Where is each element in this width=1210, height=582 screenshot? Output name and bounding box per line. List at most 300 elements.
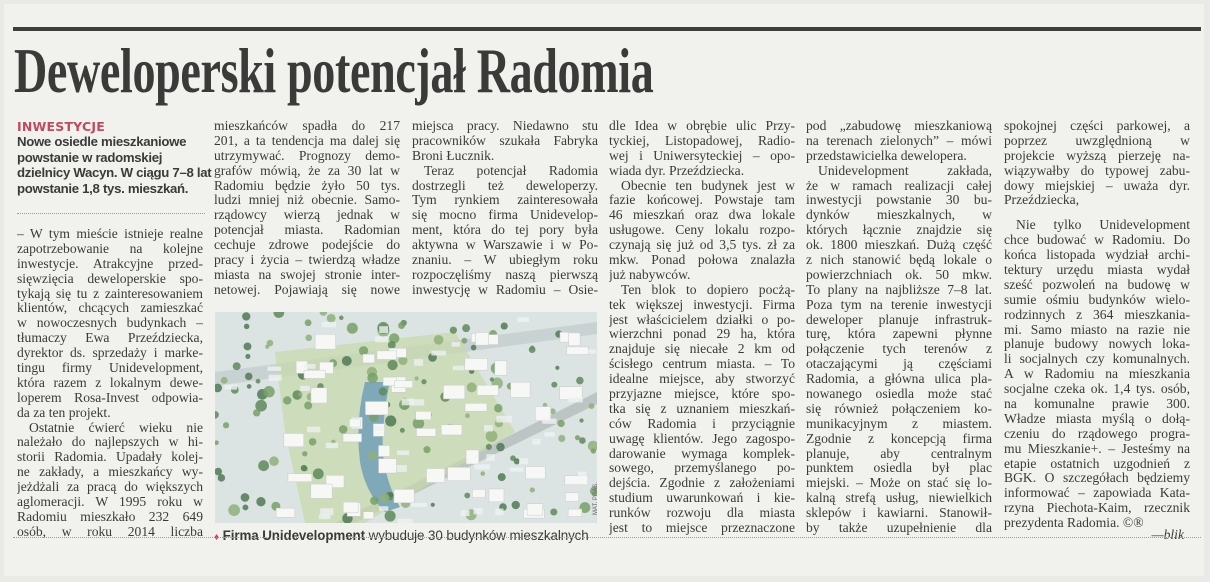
text-line: rodzinnych z 364 mieszkania-: [1004, 307, 1190, 322]
tree-shape: [467, 382, 477, 392]
text-line: tektury urzędu miasta wydał: [1004, 263, 1190, 278]
building-shape: [569, 333, 580, 346]
house-shape: [305, 364, 316, 369]
text-line: powierzchniach ok. 50 mkw.: [806, 267, 992, 282]
building-shape: [311, 484, 332, 498]
text-line: etapie ostatnich uzgodnień z: [1004, 456, 1190, 471]
text-line: munikacyjnym z miastem.: [806, 416, 992, 431]
text-line: Teraz potencjał Radomia: [424, 163, 598, 178]
house-shape: [411, 503, 427, 507]
top-rule: [13, 27, 1201, 31]
text-line: Nie tylko Unidevelopment: [1016, 218, 1190, 233]
text-line: mu Mieszkanie+. – Jesteśmy na: [1004, 441, 1190, 456]
author-signature: —blik: [1151, 527, 1184, 542]
text-line: planuje, aby centralnym: [806, 446, 992, 461]
tree-shape: [342, 356, 352, 366]
house-shape: [300, 386, 310, 391]
text-line: pracowników szukała Fabryka: [412, 133, 598, 148]
tree-shape: [589, 403, 595, 409]
tree-shape: [557, 420, 564, 427]
building-shape: [526, 466, 546, 478]
text-line: miejski. – Może on stać się lo-: [806, 476, 992, 491]
tree-shape: [501, 322, 508, 329]
house-shape: [568, 397, 583, 402]
tree-shape: [233, 362, 241, 370]
building-shape: [394, 381, 412, 388]
article-column-2: [214, 119, 400, 298]
tree-shape: [496, 443, 504, 451]
text-line: cechuje zdrowe podejście do: [214, 238, 400, 253]
tree-shape: [223, 422, 229, 428]
text-line: sumie ośmiu budynków wielo-: [1004, 292, 1190, 307]
text-line: mieszkańców spadła do 217: [214, 119, 400, 133]
text-line: da za ten projekt.: [17, 405, 111, 420]
house-shape: [495, 509, 503, 515]
text-line: Obecnie ten budynek jest w: [621, 178, 795, 193]
text-line: dostrzegli też deweloperzy.: [412, 178, 598, 193]
house-shape: [414, 359, 423, 366]
article-column-1: [17, 227, 203, 540]
text-line: kalną strefą usług, niewielkich: [806, 491, 992, 506]
photo-caption: [214, 528, 589, 543]
text-line: inwestycje. Atrakcyjne przed-: [17, 256, 203, 271]
house-shape: [475, 464, 490, 469]
building-shape: [568, 509, 582, 517]
house-shape: [319, 515, 331, 520]
building-shape: [477, 385, 498, 395]
tree-shape: [298, 392, 302, 396]
tree-shape: [241, 493, 250, 502]
building-shape: [448, 467, 471, 480]
paragraph: [609, 283, 795, 536]
tree-shape: [431, 503, 435, 507]
building-shape: [495, 361, 507, 375]
building-shape: [379, 459, 397, 473]
tree-shape: [347, 323, 358, 334]
tree-shape: [367, 373, 378, 384]
text-line: jest to miejsce przeznaczone: [609, 521, 795, 536]
text-line: fazie końcowej. Powstaje tam: [609, 193, 795, 208]
text-line: tingu firmy Unidevelopment,: [17, 361, 203, 376]
text-line: tek większej inwestycji. Firma: [609, 297, 795, 312]
building-shape: [511, 382, 530, 397]
lead-paragraph: [17, 134, 212, 196]
tree-shape: [302, 451, 307, 456]
tree-shape: [256, 379, 261, 384]
text-line: BGK. O szczegółach będziemy: [1004, 471, 1190, 486]
text-line: ludzi mniej niż obecnie. Samo-: [214, 193, 400, 208]
text-line: Przeździecka,: [1004, 193, 1080, 208]
house-shape: [398, 519, 413, 523]
paragraph: [609, 119, 795, 179]
building-shape: [288, 474, 312, 482]
text-line: połączenie tych terenów z: [806, 342, 992, 357]
text-line: deweloper planuje infrastruk-: [806, 312, 992, 327]
text-line: miasta na swojej stronie inter-: [214, 267, 400, 282]
paragraph: [806, 119, 992, 164]
house-shape: [496, 416, 512, 423]
text-line: z nich stanowić będą lokale o: [806, 253, 992, 268]
text-line: się mocno firma Unidevelop-: [412, 208, 598, 223]
house-shape: [544, 432, 554, 436]
text-line: Broni Łucznik.: [412, 148, 495, 163]
tree-shape: [398, 322, 405, 329]
tree-shape: [510, 455, 516, 461]
text-line: osób, w roku 2014 liczba: [17, 524, 203, 539]
tree-shape: [313, 468, 324, 479]
photo-credit: MAT. PRAS.: [593, 482, 599, 515]
tree-shape: [327, 314, 336, 323]
text-line: 46 mieszkań oraz dwa lokale: [609, 208, 795, 223]
tree-shape: [480, 471, 485, 476]
text-line: Poza tym na terenie inwestycji: [806, 297, 992, 312]
text-line: zapotrzebowanie na kolejne: [17, 241, 203, 256]
text-line: których łącznie znajdzie się: [806, 223, 992, 238]
tree-shape: [388, 341, 396, 349]
tree-shape: [551, 382, 557, 388]
text-line: rozpoczęliśmy naszą pierwszą: [412, 267, 598, 282]
tree-shape: [221, 377, 228, 384]
text-line: chce budować w Radomiu. Do: [1004, 233, 1190, 248]
text-line: prezydenta Radomia. ©®: [1004, 516, 1144, 531]
tree-shape: [247, 384, 252, 389]
text-line: usługowe. Ceny lokalu rozpo-: [609, 223, 795, 238]
text-line: sięwzięcia deweloperskie spo-: [17, 271, 203, 286]
text-line: studium uwarunkowań i kie-: [609, 491, 795, 506]
tree-shape: [529, 346, 536, 353]
house-shape: [379, 326, 388, 333]
building-shape: [565, 476, 588, 485]
house-shape: [402, 399, 414, 406]
text-line: Unidevelopment zakłada,: [818, 163, 992, 178]
text-line: dyrektor ds. sprzedaży i marke-: [17, 346, 203, 361]
text-line: sześć pozwoleń na budowę w: [1004, 277, 1190, 292]
tree-shape: [434, 335, 444, 345]
tree-shape: [465, 413, 470, 418]
text-line: sklepów i kawiarni. Stanowił-: [806, 506, 992, 521]
tree-shape: [263, 386, 274, 397]
paragraph: [412, 119, 598, 164]
tree-shape: [245, 373, 252, 380]
tree-shape: [423, 446, 430, 453]
tree-shape: [462, 324, 470, 332]
tree-shape: [244, 342, 252, 350]
tree-shape: [339, 316, 343, 320]
bottom-divider: [13, 537, 1201, 538]
building-shape: [284, 433, 304, 446]
text-line: – W tym mieście istnieje realne: [17, 227, 203, 241]
tree-shape: [388, 492, 393, 497]
text-line: pracy i życia – twierdzą władze: [214, 253, 400, 268]
tree-shape: [498, 473, 506, 481]
building-shape: [416, 411, 431, 419]
tree-shape: [253, 409, 260, 416]
lead-line: dzielnicy Wacyn. W ciągu 7–8 lat: [17, 165, 212, 180]
text-line: turę, która zapewni płynne: [806, 327, 992, 342]
text-line: jeżdżali za pracą do większych: [17, 480, 203, 495]
building-shape: [565, 493, 578, 502]
building-shape: [363, 354, 375, 363]
text-line: tka się z uznaniem mieszkań-: [609, 401, 795, 416]
text-line: sowego, przemyślanego po-: [609, 461, 795, 476]
text-line: A w Radomiu na mieszkania: [1004, 367, 1190, 382]
text-line: tykają się tu z zainteresowaniem: [17, 286, 203, 301]
caption-text: wybuduje 30 budynków mieszkalnych: [365, 528, 589, 543]
tree-shape: [269, 456, 279, 466]
text-line: znaniu. – W ubiegłym roku: [412, 253, 598, 268]
house-shape: [224, 385, 237, 390]
tree-shape: [309, 438, 316, 445]
house-shape: [268, 367, 282, 371]
house-shape: [453, 366, 465, 371]
text-line: że w ramach realizacji całej: [806, 178, 992, 193]
house-shape: [484, 425, 493, 431]
tree-shape: [380, 493, 390, 503]
text-line: końca listopada wydział archi-: [1004, 248, 1190, 263]
tree-shape: [245, 354, 250, 359]
tree-shape: [379, 387, 387, 395]
house-shape: [510, 467, 524, 471]
tree-shape: [494, 404, 502, 412]
tree-shape: [450, 327, 457, 334]
building-shape: [343, 502, 358, 513]
text-line: loperem Rosa-Invest odpowia-: [17, 390, 203, 405]
paragraph: [1004, 218, 1190, 531]
house-shape: [322, 322, 336, 327]
text-line: punktem osiedla był plac: [806, 461, 992, 476]
text-line: wiada dyr. Przeździecka.: [609, 163, 745, 178]
building-shape: [394, 489, 414, 502]
text-line: projekcie wyższą pierzeję na-: [1004, 148, 1190, 163]
text-line: Ten blok to dopiero pocżą-: [621, 282, 795, 297]
text-line: dynków mieszkalnych, w: [806, 208, 992, 223]
tree-shape: [242, 504, 248, 510]
text-line: pod „zabudowę mieszkaniową: [806, 119, 992, 133]
tree-shape: [555, 366, 559, 370]
house-shape: [374, 426, 384, 430]
text-line: rzyna Piechota-Kaim, rzecznik: [1004, 501, 1190, 516]
text-line: potencjał miasta. Radomian: [214, 223, 400, 238]
building-shape: [472, 489, 485, 497]
text-line: mkw. Ponad połowa znalazła: [609, 253, 795, 268]
house-shape: [474, 508, 483, 514]
text-line: ment, która do tej pory była: [412, 223, 598, 238]
text-line: Zgodnie z koncepcją firma: [806, 431, 992, 446]
text-line: mi. Samo miasto na razie nie: [1004, 322, 1190, 337]
tree-shape: [385, 415, 396, 426]
city-rendering-image: [215, 312, 597, 523]
text-line: Tym rynkiem zainteresowała: [412, 193, 598, 208]
text-line: wierzchni ponad 29 ha, która: [609, 327, 795, 342]
caption-bold: Firma Unidevelopment: [222, 528, 365, 543]
building-shape: [343, 434, 362, 442]
tree-shape: [387, 360, 397, 370]
tree-shape: [339, 425, 348, 434]
text-line: dowy miejskiej – uważa dyr.: [1004, 178, 1190, 193]
text-line: Radomia, a główna ulica pla-: [806, 372, 992, 387]
text-line: To plany na najbliższe 7–8 lat.: [806, 282, 992, 297]
text-line: czynają się już od 3,5 tys. zł za: [609, 238, 795, 253]
tree-shape: [579, 418, 583, 422]
tree-shape: [576, 377, 584, 385]
building-shape: [535, 407, 550, 421]
tree-shape: [512, 501, 520, 509]
house-shape: [397, 465, 407, 472]
article-column-6: [1004, 119, 1190, 531]
text-line: utrzymywać. Prognozy demo-: [214, 148, 400, 163]
tree-shape: [414, 376, 418, 380]
text-line: uwagę klientów. Jego zagospo-: [609, 431, 795, 446]
lead-divider: [17, 213, 205, 214]
building-shape: [476, 333, 489, 346]
tree-shape: [258, 460, 269, 471]
tree-shape: [461, 338, 467, 344]
text-line: Radomiu mieszkało 232 649: [17, 509, 203, 524]
building-shape: [365, 402, 388, 415]
tree-shape: [218, 474, 225, 481]
article-column-5: [806, 119, 992, 536]
house-shape: [578, 472, 587, 477]
house-shape: [379, 506, 388, 511]
tree-shape: [385, 511, 396, 522]
tree-shape: [579, 437, 586, 444]
text-line: ok. 1800 mieszkań. Dużą część: [806, 238, 992, 253]
article-column-4: [609, 119, 795, 536]
text-line: ców Radomia i przyciągnie: [609, 416, 795, 431]
text-line: na terenach zielonych” – mówi: [806, 133, 992, 148]
house-shape: [517, 317, 529, 322]
tree-shape: [368, 451, 377, 460]
house-shape: [542, 419, 556, 424]
text-line: Radomiu będzie żyło 50 tys.: [214, 178, 400, 193]
tree-shape: [228, 504, 240, 516]
article-column-3: [412, 119, 598, 298]
house-shape: [320, 508, 333, 515]
tree-shape: [575, 435, 580, 440]
paragraph: [214, 119, 400, 298]
building-shape: [363, 512, 373, 519]
house-shape: [326, 443, 338, 448]
tree-shape: [301, 465, 307, 471]
paragraph: [17, 421, 203, 540]
house-shape: [587, 349, 596, 353]
house-shape: [375, 336, 388, 342]
text-line: planuje budowy nowych loka-: [1004, 337, 1190, 352]
text-line: czeniu do rządowego progra-: [1004, 426, 1190, 441]
house-shape: [307, 427, 320, 433]
building-shape: [466, 450, 479, 464]
building-shape: [377, 351, 397, 360]
paragraph: [412, 164, 598, 298]
tree-shape: [242, 312, 250, 320]
paragraph: [806, 164, 992, 536]
text-line: już nabywców.: [609, 267, 691, 282]
building-shape: [315, 334, 335, 349]
tree-shape: [471, 345, 477, 351]
text-line: wej i Uniwersyteckiej – opo-: [609, 148, 795, 163]
tree-shape: [305, 334, 312, 341]
text-line: Władze miasta myślą o dołą-: [1004, 411, 1190, 426]
text-line: tłumaczy Ewa Przeździecka,: [17, 331, 203, 346]
tree-shape: [256, 497, 265, 506]
caption-marker-icon: ♦: [214, 532, 220, 543]
section-label: INWESTYCJE: [17, 119, 105, 134]
tree-shape: [591, 448, 596, 453]
text-line: która razem z lokalnym dewe-: [17, 375, 203, 390]
building-shape: [567, 347, 589, 355]
text-line: by także uzupełnienie dla: [806, 521, 992, 536]
building-shape: [379, 445, 390, 456]
house-shape: [269, 375, 282, 381]
house-shape: [486, 454, 494, 461]
building-shape: [443, 385, 464, 399]
text-line: nowanego osiedla może stać: [806, 387, 992, 402]
tree-shape: [244, 324, 249, 329]
text-line: inwestycji powstanie 30 bu-: [806, 193, 992, 208]
house-shape: [452, 342, 460, 347]
building-shape: [441, 425, 462, 435]
lead-line: powstanie w radomskiej: [17, 149, 163, 165]
paragraph: [17, 227, 203, 421]
text-line: aglomeracji. W 1995 roku w: [17, 495, 203, 510]
text-line: spokojnej części parkowej, a: [1004, 119, 1190, 133]
tree-shape: [486, 444, 492, 450]
text-line: miejsca pracy. Niedawno stu: [412, 119, 598, 133]
tree-shape: [530, 487, 535, 492]
tree-shape: [370, 496, 379, 505]
tree-shape: [421, 379, 426, 384]
text-line: dejścia. Zgodnie z założeniami: [609, 476, 795, 491]
text-line: 201, a ta tendencja ma dalej się: [214, 133, 400, 148]
building-shape: [489, 489, 504, 502]
aerial-visualization-photo: [215, 312, 597, 523]
house-shape: [519, 458, 528, 464]
text-line: grafów mówią, że za 30 lat w: [214, 163, 400, 178]
building-shape: [416, 428, 435, 436]
building-shape: [427, 469, 445, 483]
building-shape: [349, 419, 360, 427]
text-line: ścisłego centrum miasta. – To: [609, 357, 795, 372]
building-shape: [465, 403, 487, 411]
building-shape: [527, 504, 543, 516]
text-line: storii Radomia. Upadały kolej-: [17, 450, 203, 465]
text-line: aktywna w Warszawie i w Po-: [412, 238, 598, 253]
house-shape: [431, 351, 446, 356]
tree-shape: [464, 493, 470, 499]
text-line: inwestycję w Radomiu – Osie-: [412, 282, 598, 297]
tree-shape: [305, 319, 312, 326]
text-line: informować – zapowiada Kata-: [1004, 486, 1190, 501]
text-line: netowej. Pojawiają się nowe: [214, 282, 400, 297]
text-line: klientów, chcących zamieszkać: [17, 301, 203, 316]
house-shape: [532, 439, 540, 445]
tree-shape: [283, 396, 291, 404]
tree-shape: [550, 508, 557, 515]
text-line: poprzez uwzględnioną w: [1004, 133, 1190, 148]
text-line: ne zakłady, a mieszkańcy wy-: [17, 465, 203, 480]
text-line: się również połączeniem ko-: [806, 401, 992, 416]
text-line: runków rozwoju dla miasta: [609, 506, 795, 521]
tree-shape: [490, 377, 494, 381]
headline: Deweloperski potencjał Radomia: [14, 35, 654, 106]
text-line: w nowoczesnych budynkach –: [17, 316, 203, 331]
house-shape: [397, 450, 409, 455]
paragraph: [1004, 119, 1190, 208]
house-shape: [461, 510, 470, 516]
text-line: należało do najlepszych w hi-: [17, 435, 203, 450]
text-line: li socjalnych czy komunalnych.: [1004, 352, 1190, 367]
text-line: socjalne czeka ok. 1,4 tys. osób,: [1004, 382, 1190, 397]
